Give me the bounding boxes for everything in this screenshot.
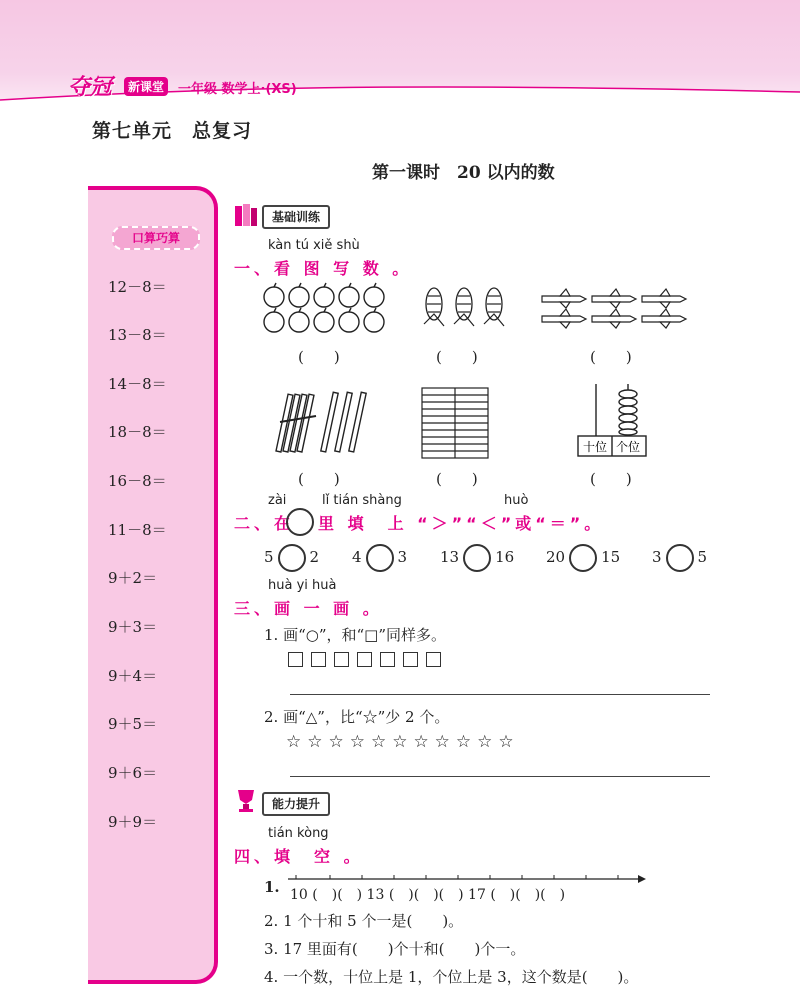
answer-blank[interactable]: ( )	[436, 470, 478, 488]
compare-left: 4	[352, 548, 362, 566]
equation: 9＋9＝	[108, 813, 158, 831]
compare-item	[440, 544, 514, 572]
answer-blank[interactable]: ( )	[298, 470, 340, 488]
sec1-title: 一、看 图 写 数 。	[234, 259, 413, 278]
compare-circle[interactable]	[278, 544, 306, 572]
compare-left: 5	[264, 548, 274, 566]
lesson-title: 第一课时 20 以内的数	[372, 163, 555, 183]
sec2-title-b: 里 填 上 “＞”“＜”或“＝”。	[318, 514, 605, 533]
equation: 9＋2＝	[108, 569, 158, 587]
compare-left: 20	[546, 548, 566, 566]
equation: 11－8＝	[108, 521, 167, 539]
sec2-title-a: 二、在	[234, 514, 295, 533]
corn-icon	[420, 284, 512, 332]
answer-blank[interactable]: ( )	[590, 348, 632, 366]
question-3-2: 2. 画“△”，比“☆”少 2 个。	[264, 708, 450, 726]
compare-right: 2	[309, 548, 320, 566]
equation: 9＋5＝	[108, 715, 158, 733]
ten-frames-icon	[420, 386, 490, 460]
equation: 16－8＝	[108, 472, 167, 490]
question-4-3: 3. 17 里面有( )个十和( )个一。	[264, 940, 526, 958]
equation: 12－8＝	[108, 278, 167, 296]
grade-label: 一年级 数学上·(XS)	[178, 82, 297, 97]
square-shape	[380, 652, 395, 667]
stars-row: ☆☆☆☆☆☆☆☆☆☆☆	[286, 732, 520, 752]
sticks-bundle-icon	[272, 388, 376, 456]
sec1-pinyin: kàn tú xiě shù	[268, 238, 360, 253]
abacus-ones-label: 个位	[616, 440, 641, 454]
sec2-pinyin-a: zài	[268, 493, 287, 508]
square-shape	[311, 652, 326, 667]
trophy-icon	[232, 786, 260, 814]
square-shape	[357, 652, 372, 667]
compare-left: 13	[440, 548, 460, 566]
sec4-pinyin: tián kòng	[268, 826, 329, 841]
advanced-badge: 能力提升	[262, 792, 330, 816]
abacus-icon	[576, 382, 648, 458]
abacus-tens-label: 十位	[583, 440, 608, 454]
answer-blank[interactable]: ( )	[590, 470, 632, 488]
answer-line[interactable]	[290, 694, 710, 695]
basic-training-badge: 基础训练	[262, 205, 330, 229]
sec3-title: 三、画 一 画 。	[234, 599, 383, 618]
logo-tag: 新课堂	[124, 77, 168, 96]
equation: 9＋6＝	[108, 764, 158, 782]
unit-title: 第七单元 总复习	[92, 120, 253, 142]
sec4-title: 四、填 空 。	[234, 847, 364, 866]
circle-symbol	[286, 508, 314, 536]
compare-right: 15	[601, 548, 621, 566]
question-3-1: 1. 画“○”，和“□”同样多。	[264, 626, 447, 644]
question-4-4: 4. 一个数，十位上是 1，个位上是 3，这个数是( )。	[264, 968, 639, 986]
compare-item	[652, 544, 707, 572]
square-shape	[426, 652, 441, 667]
equation: 13－8＝	[108, 326, 167, 344]
mental-math-badge: 口算巧算	[112, 226, 200, 250]
sec2-pinyin-c: huò	[504, 493, 529, 508]
compare-right: 5	[697, 548, 708, 566]
compare-item	[352, 544, 407, 572]
compare-circle[interactable]	[569, 544, 597, 572]
question-4-2: 2. 1 个十和 5 个一是( )。	[264, 912, 464, 930]
compare-circle[interactable]	[463, 544, 491, 572]
header-wave	[0, 78, 800, 108]
compare-item	[264, 544, 319, 572]
sec3-pinyin: huà yi huà	[268, 578, 337, 593]
apples-icon	[262, 282, 394, 336]
compare-right: 3	[397, 548, 408, 566]
squares-row	[288, 652, 449, 671]
compare-circle[interactable]	[666, 544, 694, 572]
square-shape	[334, 652, 349, 667]
compare-circle[interactable]	[366, 544, 394, 572]
equation: 14－8＝	[108, 375, 167, 393]
airplanes-icon	[540, 286, 688, 330]
answer-blank[interactable]: ( )	[436, 348, 478, 366]
equation: 9＋4＝	[108, 667, 158, 685]
equation: 18－8＝	[108, 423, 167, 441]
logo: 夺冠	[68, 75, 113, 100]
question-4-1-number: 1.	[264, 878, 280, 896]
equation: 9＋3＝	[108, 618, 158, 636]
answer-line[interactable]	[290, 776, 710, 777]
compare-left: 3	[652, 548, 662, 566]
compare-right: 16	[495, 548, 515, 566]
books-icon	[232, 202, 260, 228]
square-shape	[403, 652, 418, 667]
answer-blank[interactable]: ( )	[298, 348, 340, 366]
compare-item	[546, 544, 620, 572]
sec2-pinyin-b: lǐ tián shàng	[322, 493, 402, 508]
square-shape	[288, 652, 303, 667]
number-line-labels: 10 ( )( ) 13 ( )( )( ) 17 ( )( )( )	[290, 887, 566, 903]
